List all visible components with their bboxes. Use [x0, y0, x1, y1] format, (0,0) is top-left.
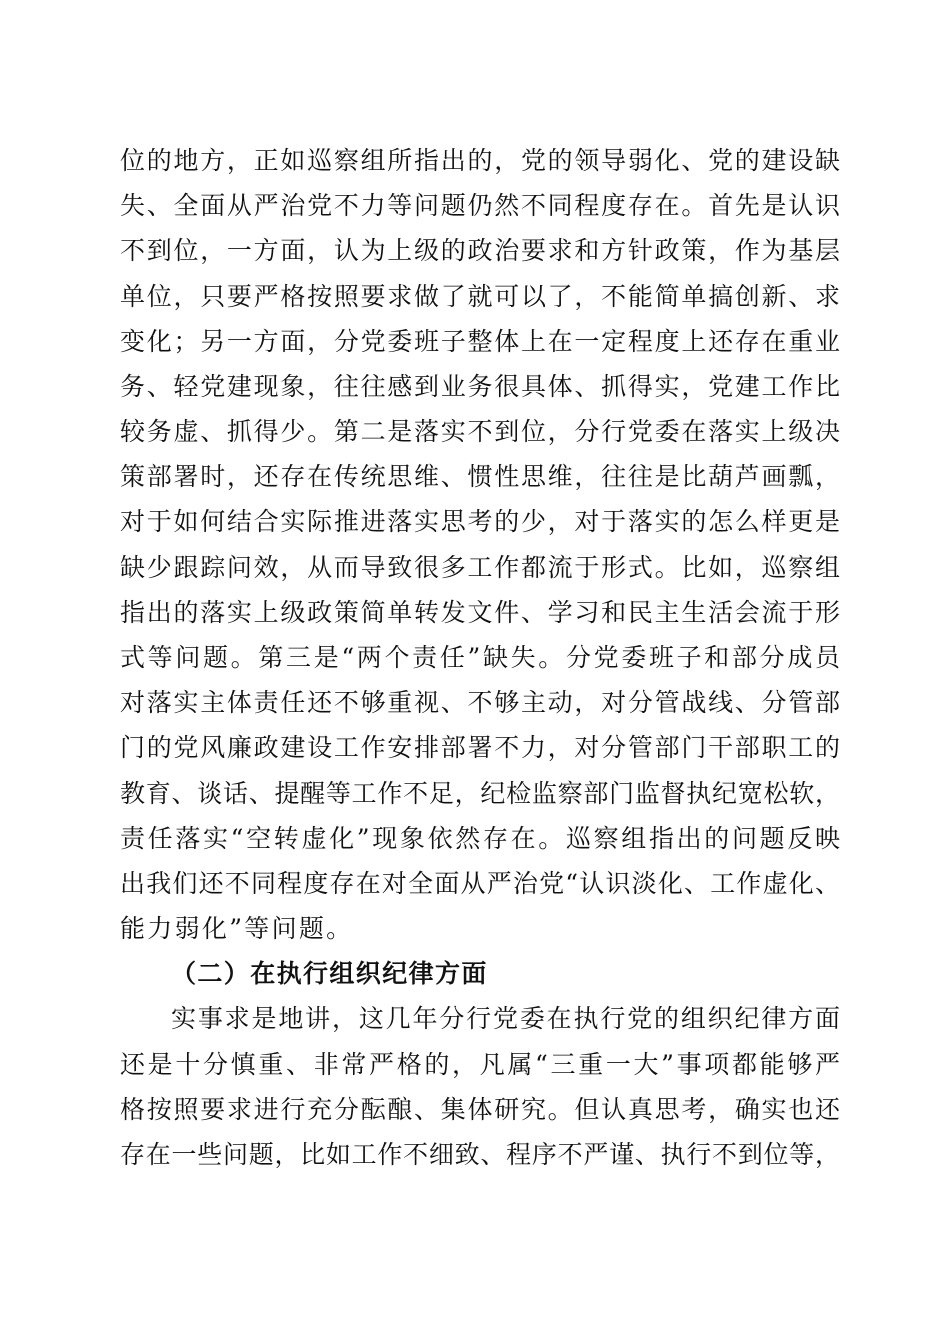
body-text-line: 缺少跟踪问效，从而导致很多工作都流于形式。比如，巡察组 — [120, 553, 840, 582]
body-text-line: 格按照要求进行充分酝酿、集体研究。但认真思考，确实也还 — [120, 1095, 840, 1124]
body-text-line: 存在一些问题，比如工作不细致、程序不严谨、执行不到位等， — [120, 1140, 840, 1169]
body-text-line: 策部署时，还存在传统思维、惯性思维，往往是比葫芦画瓢， — [120, 462, 840, 491]
body-text-line: 对于如何结合实际推进落实思考的少，对于落实的怎么样更是 — [120, 507, 840, 536]
body-text-line: 不到位，一方面，认为上级的政治要求和方针政策，作为基层 — [120, 236, 840, 265]
body-text-line: 单位，只要严格按照要求做了就可以了，不能简单搞创新、求 — [120, 282, 840, 311]
body-text-line: 门的党风廉政建设工作安排部署不力，对分管部门干部职工的 — [120, 733, 840, 762]
body-text-line: 能力弱化”等问题。 — [120, 914, 354, 943]
body-text-line: 出我们还不同程度存在对全面从严治党“认识淡化、工作虚化、 — [120, 869, 840, 898]
body-text-line: 对落实主体责任还不够重视、不够主动，对分管战线、分管部 — [120, 688, 840, 717]
body-text-line: 实事求是地讲，这几年分行党委在执行党的组织纪律方面 — [171, 1004, 840, 1033]
body-text-line: 责任落实“空转虚化”现象依然存在。巡察组指出的问题反映 — [120, 824, 840, 853]
body-text-line: 失、全面从严治党不力等问题仍然不同程度存在。首先是认识 — [120, 191, 840, 220]
body-text-line: 教育、谈话、提醒等工作不足，纪检监察部门监督执纪宽松软， — [120, 779, 840, 808]
body-text-line: 务、轻党建现象，往往感到业务很具体、抓得实，党建工作比 — [120, 372, 840, 401]
body-text-line: 变化；另一方面，分党委班子整体上在一定程度上还存在重业 — [120, 327, 840, 356]
body-text-line: 还是十分慎重、非常严格的，凡属“三重一大”事项都能够严 — [120, 1050, 840, 1079]
body-text-line: 较务虚、抓得少。第二是落实不到位，分行党委在落实上级决 — [120, 417, 840, 446]
body-text-line: 位的地方，正如巡察组所指出的，党的领导弱化、党的建设缺 — [120, 146, 840, 175]
body-text-line: 指出的落实上级政策简单转发文件、学习和民主生活会流于形 — [120, 598, 840, 627]
body-text-line: 式等问题。第三是“两个责任”缺失。分党委班子和部分成员 — [120, 643, 840, 672]
section-heading: （二）在执行组织纪律方面 — [171, 959, 488, 988]
